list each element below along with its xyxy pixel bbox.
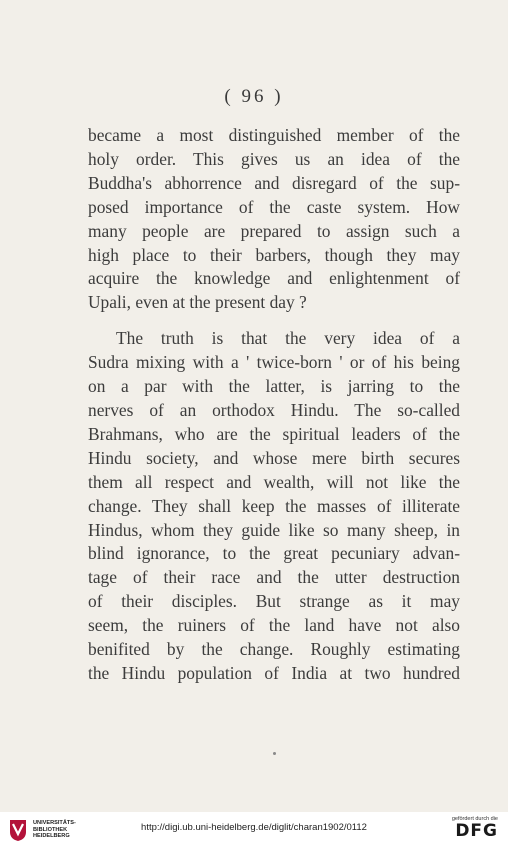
text-line: benifited by the change. Roughly estimating — [88, 639, 460, 660]
text-line: acquire the knowledge and enlightenment of — [88, 268, 460, 289]
text-line: the Hindu population of India at two hundred — [88, 662, 460, 683]
body-text — [88, 124, 460, 686]
text-line: many people are prepared to assign such a — [88, 220, 460, 241]
text-line: them all respect and wealth, will not like the — [88, 471, 460, 492]
library-name-line: HEIDELBERG — [33, 833, 70, 840]
text-line: became a most distinguished member of the — [88, 125, 460, 145]
paragraph-break — [88, 315, 460, 327]
source-url-link[interactable]: http://digi.ub.uni-heidelberg.de/diglit/charan1902/0112 — [141, 822, 367, 833]
text-line: on a par with the latter, is jarring to the — [88, 376, 460, 397]
digitization-footer — [0, 812, 508, 848]
text-line: posed importance of the caste system. How — [88, 196, 460, 217]
text-line: seem, the ruiners of the land have not also — [88, 615, 460, 636]
dfg-logo: DFG — [455, 821, 498, 841]
library-name-line: UNIVERSITÄTS- — [33, 820, 76, 827]
text-line: Hindus, whom they guide like so many sheep, in — [88, 519, 460, 540]
text-line: tage of their race and the utter destruction — [88, 567, 460, 588]
funder-logo[interactable] — [452, 816, 498, 840]
text-line: Buddha's abhorrence and disregard of the sup- — [88, 172, 460, 193]
text-line: holy order. This gives us an idea of the — [88, 148, 460, 169]
ink-speck — [273, 752, 276, 755]
text-line: Brahmans, who are the spiritual leaders of the — [88, 423, 460, 444]
text-line: Sudra mixing with a ' twice-born ' or of his being — [88, 352, 460, 373]
page-number: ( 96 ) — [224, 86, 284, 107]
text-line: of their disciples. But strange as it may — [88, 591, 460, 612]
text-line: Upali, even at the present day ? — [88, 292, 307, 313]
text-line: Hindu society, and whose mere birth secures — [88, 447, 460, 468]
text-line: change. They shall keep the masses of illiterate — [88, 495, 460, 516]
text-line: blind ignorance, to the great pecuniary advan- — [88, 543, 460, 564]
funder-caption: gefördert durch die — [451, 816, 498, 822]
text-line: high place to their barbers, though they may — [88, 244, 460, 265]
text-line: nerves of an orthodox Hindu. The so-called — [88, 399, 460, 420]
text-line: The truth is that the very idea of a — [116, 328, 460, 349]
library-name-line: BIBLIOTHEK — [33, 826, 68, 833]
